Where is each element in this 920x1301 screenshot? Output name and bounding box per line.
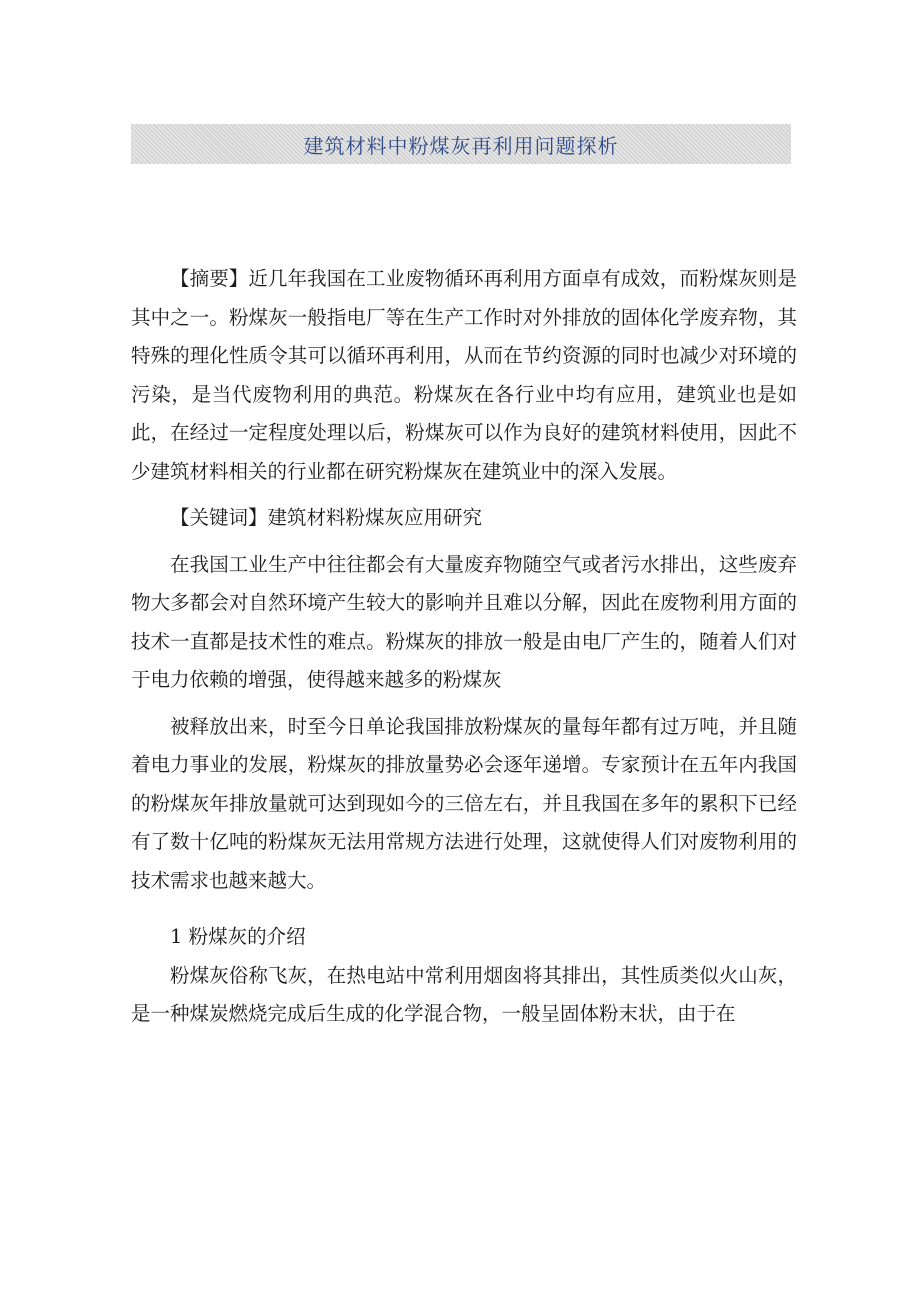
body-paragraph-1: 在我国工业生产中往往都会有大量废弃物随空气或者污水排出，这些废弃物大多都会对自然环境产生较大的影响并且难以分解，因此在废物利用方面的技术一直都是技术性的难点。粉煤灰的排放一般是由电厂产生的，随着人们对于电力依赖的增强，使得越来越多的粉煤灰 — [131, 552, 797, 691]
keywords-paragraph: 【关键词】建筑材料粉煤灰应用研究 — [170, 506, 483, 529]
document-body — [131, 260, 797, 1034]
abstract-paragraph: 【摘要】近几年我国在工业废物循环再利用方面卓有成效，而粉煤灰则是其中之一。粉煤灰一般指电厂等在生产工作时对外排放的固体化学废弃物，其特殊的理化性质令其可以循环再利用，从而在节约资源的同时也减少对环境的污染，是当代废物利用的典范。粉煤灰在各行业中均有应用，建筑业也是如此，在经过一定程度处理以后，粉煤灰可以作为良好的建筑材料使用，因此不少建筑材料相关的行业都在研究粉煤灰在建筑业中的深入发展。 — [131, 267, 797, 483]
section-heading-1: 1 粉煤灰的介绍 — [170, 925, 306, 948]
body-paragraph-2: 被释放出来，时至今日单论我国排放粉煤灰的量每年都有过万吨，并且随着电力事业的发展，粉煤灰的排放量势必会逐年递增。专家预计在五年内我国的粉煤灰年排放量就可达到现如今的三倍左右，并且我国在多年的累积下已经有了数十亿吨的粉煤灰无法用常规方法进行处理，这就使得人们对废物利用的技术需求也越来越大。 — [131, 714, 797, 892]
document-title: 建筑材料中粉煤灰再利用问题探析 — [303, 133, 619, 158]
body-paragraph-3: 粉煤灰俗称飞灰，在热电站中常利用烟囱将其排出，其性质类似火山灰，是一种煤炭燃烧完成后生成的化学混合物，一般呈固体粉末状，由于在 — [131, 963, 797, 1025]
document-title-banner — [131, 124, 791, 164]
